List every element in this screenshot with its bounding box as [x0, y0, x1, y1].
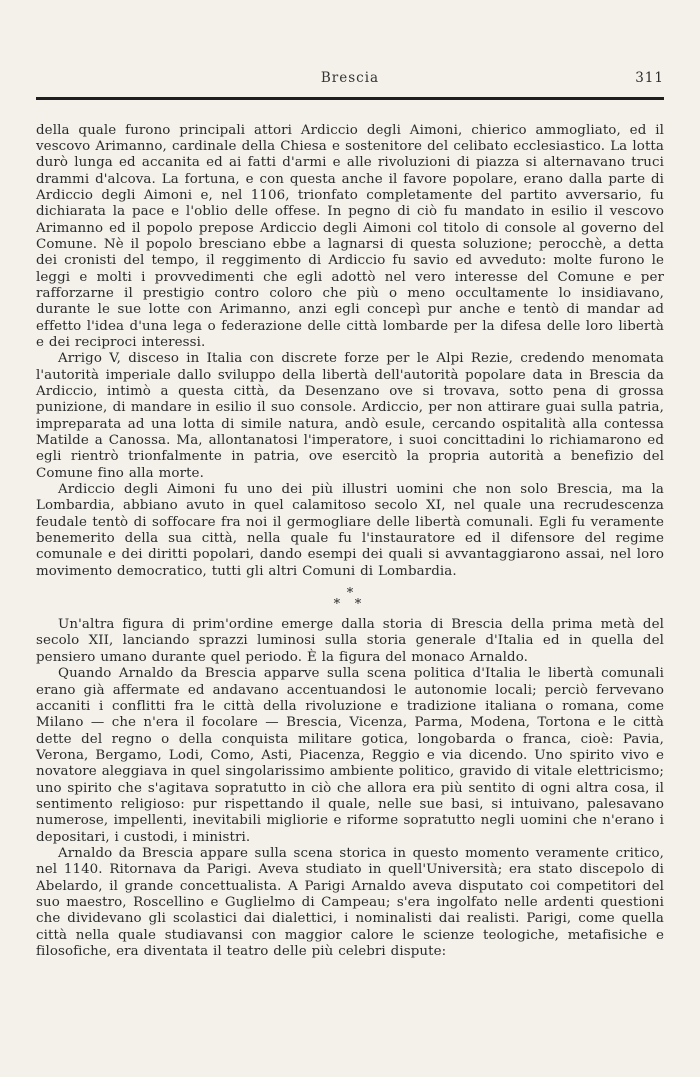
page-number: 311	[635, 70, 664, 86]
paragraph: Quando Arnaldo da Brescia apparve sulla scena politica d'Italia le libertà comunali erano già affermate ed andavano accentuandosi le autonomie locali; perciò fervevano accaniti i conflitti fra le città della rivoluzione e tradizione italiana o romana, come Milano — che n'era il focolare — Brescia, Vicenza, Parma, Modena, Tortona e le città dette del regno o della conquista militare gotica, longobarda o franca, cioè: Pavia, Verona, Bergamo, Lodi, Como, Asti, Piacenza, Reggio e via dicendo. Uno spirito vivo e novatore aleggiava in quel singolarissimo ambiente politico, gravido di vitale elettricismo; uno spirito che s'agitava sopratutto in ciò che allora era più sentito di ogni altra cosa, il sentimento religioso: pur rispettando il quale, nelle sue basi, si intuivano, palesavano numerose, impellenti, inevitabili migliorie e riforme sopratutto negli uomini che n'erano i depositari, i custodi, i ministri.	[36, 666, 664, 845]
running-title: Brescia	[320, 70, 380, 86]
paragraph: Un'altra figura di prim'ordine emerge dalla storia di Brescia della prima metà del secolo XII, lanciando sprazzi luminosi sulla storia generale d'Italia ed in quella del pensiero umano durante quel periodo. È la figura del monaco Arnaldo.	[36, 617, 664, 665]
asterism-bottom: * *	[333, 597, 367, 613]
paragraph: Ardiccio degli Aimoni fu uno dei più illustri uomini che non solo Brescia, ma la Lombardia, abbiano avuto in quel calamitoso secolo XI, nel quale una recrudescenza feudale tentò di soffocare fra noi il germogliare delle libertà comunali. Egli fu veramente benemerito della sua città, nella quale fu l'instauratore ed il difensore del regime comunale e dei diritti popolari, dando esempi dei quali si avvantaggiarono assai, nel loro movimento democratico, tutti gli altri Comuni di Lombardia.	[36, 482, 664, 579]
section-divider-asterism	[36, 586, 664, 613]
page-header	[36, 70, 664, 88]
paragraph-continuation: della quale furono principali attori Ardiccio degli Aimoni, chierico ammogliato, ed il vescovo Arimanno, cardinale della Chiesa e sostenitore del celibato ecclesiastico. La lotta durò lunga ed accanita ed ai fatti d'armi e alle rivoluzioni di piazza si alternavano truci drammi d'alcova. La fortuna, e con questa anche il favore popolare, erano dalla parte di Ardiccio degli Aimoni e, nel 1106, trionfato completamente del partito avversario, fu dichiarata la pace e l'oblio delle offese. In pegno di ciò fu mandato in esilio il vescovo Arimanno ed il popolo prepose Ardiccio degli Aimoni col titolo di console al governo del Comune. Nè il popolo bresciano ebbe a lagnarsi di questa soluzione; perocchè, a detta dei cronisti del tempo, il reggimento di Ardiccio fu savio ed avveduto: molte furono le leggi e molti i provvedimenti che egli adottò nel vero interesse del Comune e per rafforzarne il prestigio contro coloro che più o meno occultamente lo insidiavano, durante le sue lotte con Arimanno, anzi egli concepì pur anche e tentò di mandar ad effetto l'idea d'una lega o federazione delle città lombarde per la difesa delle loro libertà e dei reciproci interessi.	[36, 122, 664, 350]
paragraph: Arrigo V, disceso in Italia con discrete forze per le Alpi Rezie, credendo menomata l'autorità imperiale dallo sviluppo della libertà dell'autorità popolare data in Brescia da Ardiccio, intimò a questa città, da Desenzano ove si trovava, sotto pena di grossa punizione, di mandare in esilio il suo console. Ardiccio, per non attirare guai sulla patria, impreparata ad una lotta di simile natura, andò esule, cercando ospitalità alla contessa Matilde a Canossa. Ma, allontanatosi l'imperatore, i suoi concittadini lo richiamarono ed egli rientrò trionfalmente in patria, ove esercitò la propria autorità a benefizio del Comune fino alla morte.	[36, 351, 664, 481]
paragraph: Arnaldo da Brescia appare sulla scena storica in questo momento veramente critico, nel 1140. Ritornava da Parigi. Aveva studiato in quell'Università; era stato discepolo di Abelardo, il grande concettualista. A Parigi Arnaldo aveva disputato coi competitori del suo maestro, Roscellino e Guglielmo di Campeau; s'era ingolfato nelle ardenti questioni che dividevano gli scolastici dai dialettici, i nominalisti dai realisti. Parigi, come quella città nella quale studiavansi con maggior calore le scienze teologiche, metafisiche e filosofiche, era diventata il teatro delle più celebri dispute:	[36, 845, 664, 959]
asterism-top: *	[346, 586, 354, 602]
page-body	[36, 123, 664, 961]
header-rule	[36, 97, 664, 100]
